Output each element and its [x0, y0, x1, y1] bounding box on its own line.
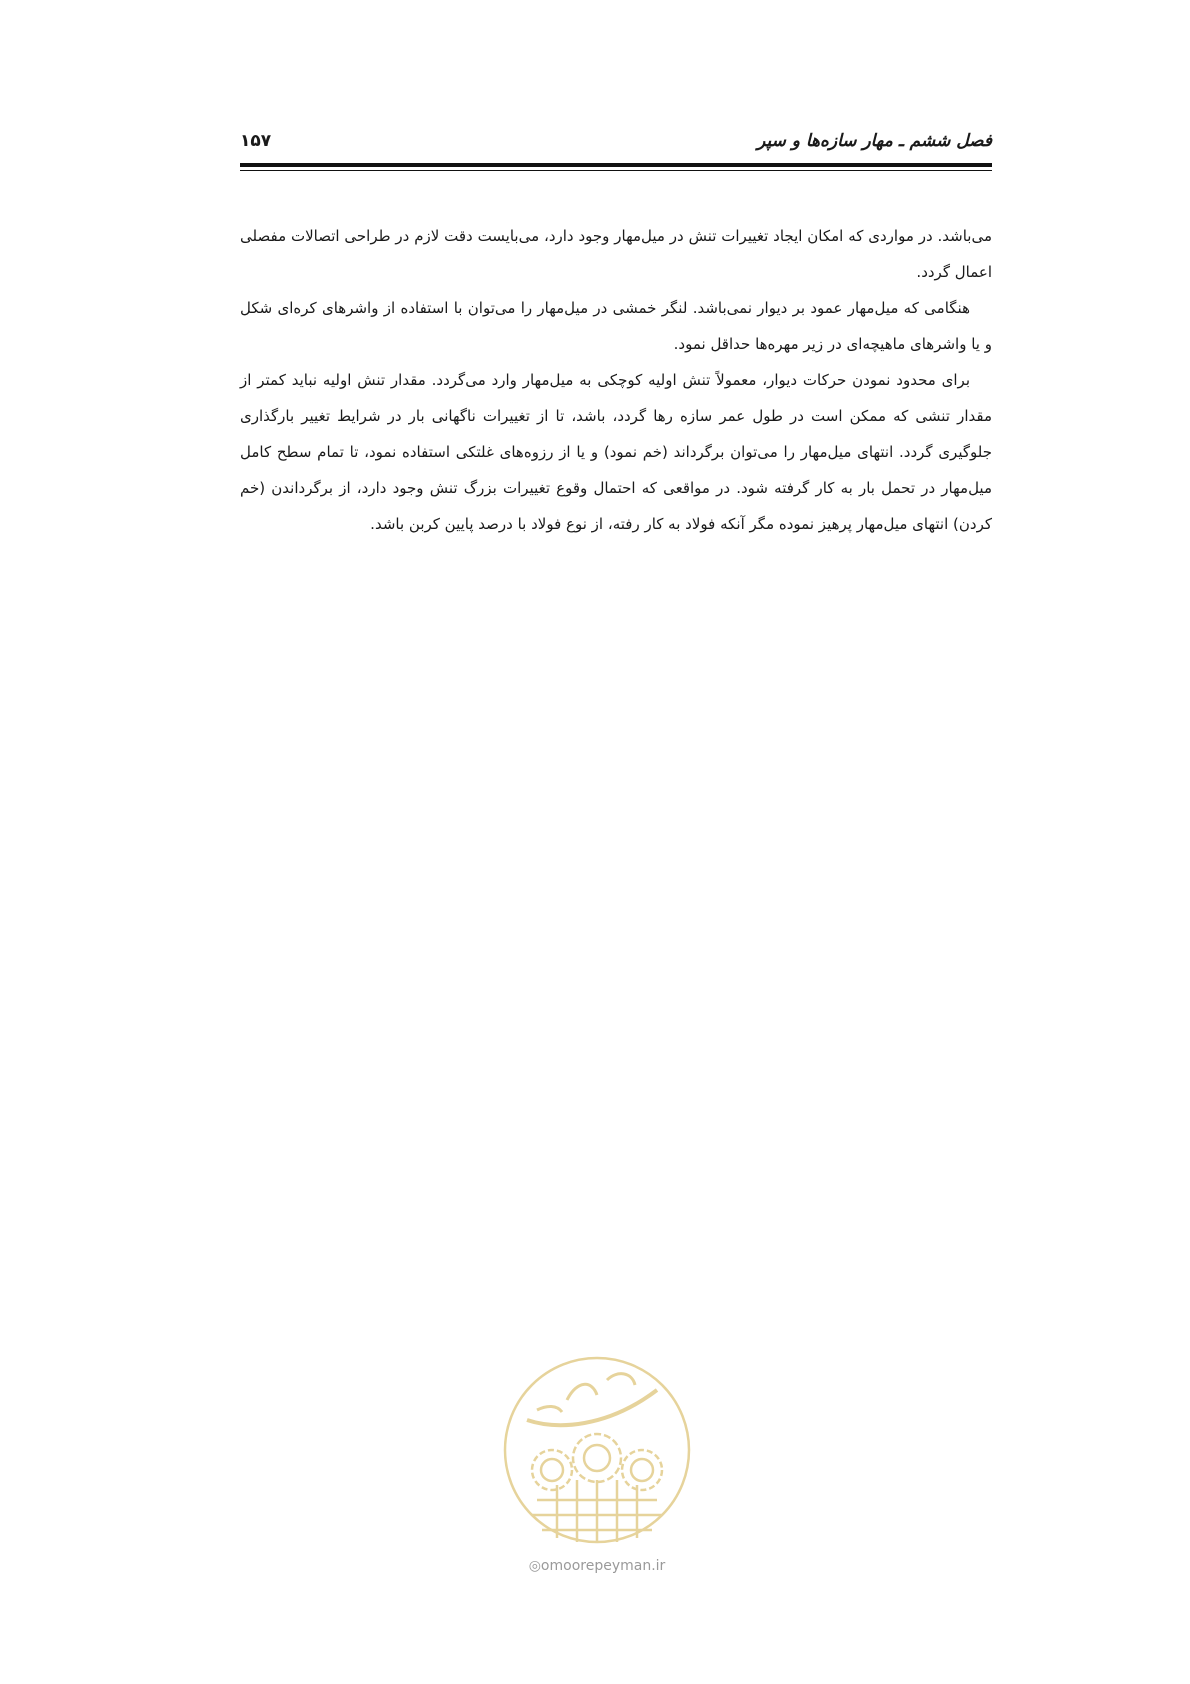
header-rule-thin	[240, 170, 992, 171]
instagram-icon: ◎	[528, 1558, 541, 1574]
omoorepeyman-logo-icon	[497, 1350, 697, 1555]
paragraph: هنگامی که میل‌مهار عمود بر دیوار نمی‌باشد. لنگر خمشی در میل‌مهار را می‌توان با استفاده از واشرهای کره‌ای شکل و یا واشرهای ماهیچه‌ای در زیر مهره‌ها حداقل نمود.	[240, 299, 992, 353]
paragraph: می‌باشد. در مواردی که امکان ایجاد تغییرات تنش در میل‌مهار وجود دارد، می‌بایست دقت لازم در طراحی اتصالات مفصلی اعمال گردد.	[240, 227, 992, 281]
paragraph: برای محدود نمودن حرکات دیوار، معمولاً تنش اولیه کوچکی به میل‌مهار وارد می‌گردد. مقدار تنش اولیه نباید کمتر از مقدار تنشی که ممکن است در طول عمر سازه رها گردد، باشد، تا از تغییرات ناگهانی بار در شرایط تغییر بارگذاری جلوگیری گردد. انتهای میل‌مهار را می‌توان برگرداند (خم نمود) و یا از رزوه‌های غلتکی استفاده نمود، تا تمام سطح کامل میل‌مهار در تحمل بار به کار گرفته شود. در مواقعی که احتمال وقوع تغییرات بزرگ تنش وجود دارد، از برگرداندن (خم کردن) انتهای میل‌مهار پرهیز نموده مگر آنکه فولاد به کار رفته، از نوع فولاد با درصد پایین کربن باشد.	[240, 371, 992, 533]
header-rule-thick	[240, 163, 992, 167]
body-text	[240, 218, 992, 542]
watermark-url-text: omoorepeyman.ir	[540, 1558, 666, 1574]
page-number: ۱۵۷	[240, 131, 272, 151]
page-header	[240, 128, 992, 160]
watermark-url	[497, 1558, 697, 1574]
watermark	[497, 1350, 697, 1580]
chapter-title: فصل ششم ـ مهار سازه‌ها و سپر	[757, 131, 992, 151]
